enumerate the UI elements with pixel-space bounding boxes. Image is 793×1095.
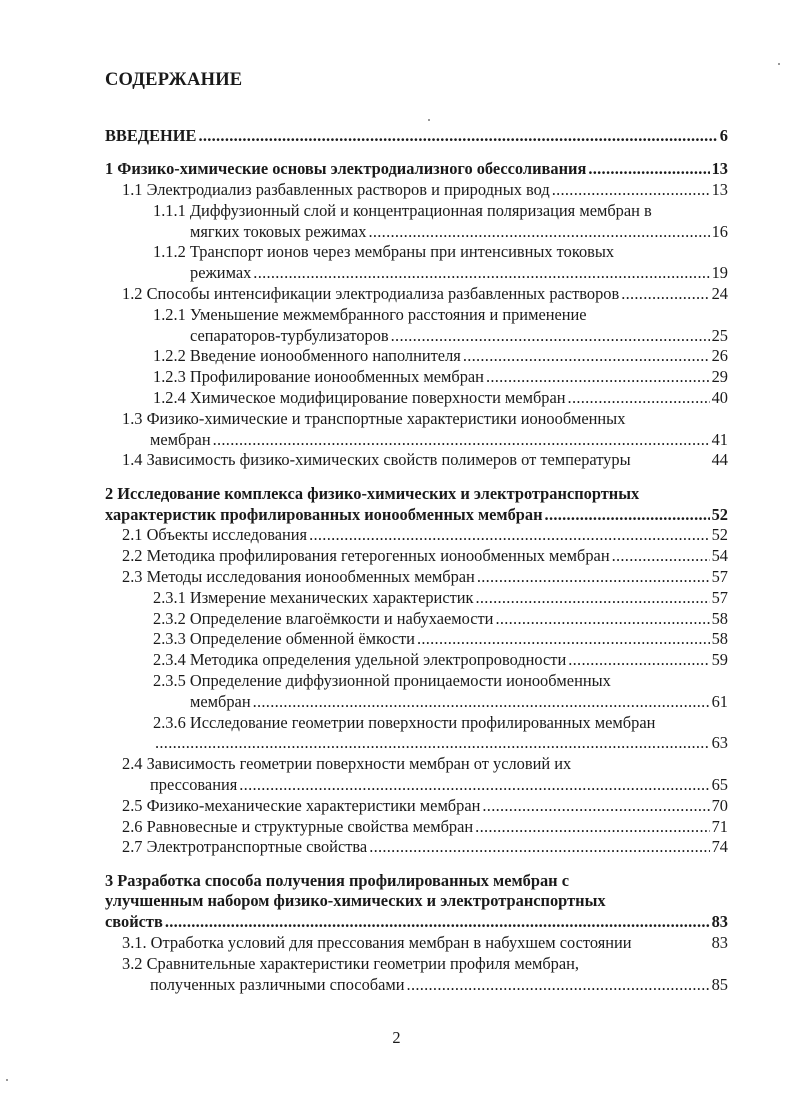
toc-entry-intro[interactable] bbox=[105, 126, 728, 147]
toc-entry-text: 1 Физико-химические основы электродиализного обессоливания bbox=[105, 159, 587, 179]
toc-entry-2-3-1[interactable] bbox=[105, 588, 728, 609]
page-title: СОДЕРЖАНИЕ bbox=[105, 70, 243, 90]
toc-entry-text: 2.3.2 Определение влагоёмкости и набухаемости bbox=[153, 608, 494, 628]
toc-entry-text: 2.3 Методы исследования ионообменных мембран bbox=[122, 566, 475, 586]
toc-entry-text: ВВЕДЕНИЕ bbox=[105, 126, 197, 145]
toc-entry-text: 2.3.1 Измерение механических характеристик bbox=[153, 587, 474, 607]
toc-entry-1-1[interactable] bbox=[105, 180, 728, 201]
toc-entry-2-3-4[interactable] bbox=[105, 650, 728, 671]
dot-leader bbox=[165, 912, 710, 933]
toc-entry-text: 2.3.5 Определение диффузионной проницаемости ионообменных bbox=[153, 670, 611, 690]
toc-page-number: 57 bbox=[711, 566, 728, 586]
toc-page-number: 71 bbox=[711, 816, 728, 836]
toc-entry-text: 1.2.1 Уменьшение межмембранного расстояния и применение bbox=[153, 304, 587, 324]
toc-entry-1-2-1[interactable] bbox=[105, 305, 728, 326]
dot-leader bbox=[239, 775, 709, 796]
dot-leader bbox=[155, 733, 710, 754]
toc-page-number: 70 bbox=[711, 795, 728, 815]
toc-page-number: 44 bbox=[711, 450, 728, 470]
toc-entry-text: 2.1 Объекты исследования bbox=[122, 525, 308, 545]
toc-entry-text: 1.2.2 Введение ионообменного наполнителя bbox=[153, 346, 461, 366]
toc-entry-1-1-1-cont[interactable] bbox=[105, 222, 728, 243]
toc-entry-chapter-3[interactable] bbox=[105, 871, 728, 892]
toc-entry-text: 1.2.4 Химическое модифицирование поверхности мембран bbox=[153, 388, 566, 408]
toc-entry-2-3[interactable] bbox=[105, 567, 728, 588]
dot-leader bbox=[407, 975, 710, 996]
toc-page-number: 40 bbox=[711, 388, 728, 408]
dot-leader bbox=[495, 609, 709, 630]
page-number: 2 bbox=[392, 1028, 401, 1047]
dot-leader bbox=[368, 222, 709, 243]
toc-page-number: 16 bbox=[711, 221, 728, 241]
toc-page-number: 57 bbox=[711, 587, 728, 607]
dot-leader bbox=[391, 326, 710, 347]
dot-leader bbox=[486, 367, 710, 388]
toc-page-number: 59 bbox=[711, 650, 728, 670]
toc-entry-2-6[interactable] bbox=[105, 817, 728, 838]
toc-entry-2-3-5[interactable] bbox=[105, 671, 728, 692]
toc-entry-text: свойств bbox=[105, 912, 163, 932]
toc-entry-2-4[interactable] bbox=[105, 754, 728, 775]
toc-page-number: 41 bbox=[711, 429, 728, 449]
toc-entry-text: 2.6 Равновесные и структурные свойства мембран bbox=[122, 816, 474, 836]
dot-leader bbox=[545, 505, 710, 526]
toc-entry-chapter-3-cont[interactable] bbox=[105, 891, 728, 912]
toc-page-number: 61 bbox=[711, 691, 728, 711]
toc-entry-1-2-4[interactable] bbox=[105, 388, 728, 409]
toc-entry-text: 2.7 Электротранспортные свойства bbox=[122, 837, 368, 857]
toc-entry-3-2-cont[interactable] bbox=[105, 975, 728, 996]
toc-entry-text: 3.1. Отработка условий для прессования мембран в набухшем состоянии bbox=[122, 932, 632, 952]
scan-speck bbox=[6, 1079, 8, 1081]
dot-leader bbox=[198, 126, 717, 147]
toc-entry-1-2-3[interactable] bbox=[105, 367, 728, 388]
toc-entry-text: 3.2 Сравнительные характеристики геометрии профиля мембран, bbox=[122, 953, 580, 973]
dot-leader bbox=[568, 388, 710, 409]
toc-entry-text: 2.4 Зависимость геометрии поверхности мембран от условий их bbox=[122, 754, 572, 774]
toc-entry-2-1[interactable] bbox=[105, 525, 728, 546]
toc-entry-text: 2.3.6 Исследование геометрии поверхности профилированных мембран bbox=[153, 712, 656, 732]
toc-entry-3-2[interactable] bbox=[105, 954, 728, 975]
toc-page-number: 19 bbox=[711, 263, 728, 283]
dot-leader bbox=[463, 346, 710, 367]
toc-entry-text: мембран bbox=[190, 691, 251, 711]
toc-entry-2-3-6-cont[interactable] bbox=[105, 733, 728, 754]
toc-entry-text: 2.2 Методика профилирования гетерогенных ионообменных мембран bbox=[122, 546, 610, 566]
toc-page-number: 58 bbox=[711, 608, 728, 628]
toc-entry-1-3[interactable] bbox=[105, 409, 728, 430]
toc-entry-2-3-3[interactable] bbox=[105, 629, 728, 650]
scan-speck bbox=[428, 119, 430, 121]
toc-entry-chapter-2-cont[interactable] bbox=[105, 505, 728, 526]
toc-entry-2-2[interactable] bbox=[105, 546, 728, 567]
toc-entry-chapter-3-cont2[interactable] bbox=[105, 912, 728, 933]
toc-entry-2-3-5-cont[interactable] bbox=[105, 692, 728, 713]
toc-page-number: 13 bbox=[711, 180, 728, 200]
toc-page-number: 83 bbox=[711, 912, 728, 932]
toc-entry-1-1-1[interactable] bbox=[105, 201, 728, 222]
toc-entry-text: характеристик профилированных ионообменных мембран bbox=[105, 504, 543, 524]
toc-page-number: 13 bbox=[711, 159, 728, 179]
toc-entry-text: режимах bbox=[190, 263, 252, 283]
dot-leader bbox=[588, 159, 709, 180]
toc-entry-text: 2 Исследование комплекса физико-химических и электротранспортных bbox=[105, 483, 640, 503]
toc-entry-1-2[interactable] bbox=[105, 284, 728, 305]
dot-leader bbox=[612, 546, 710, 567]
toc-entry-text: улучшенным набором физико-химических и электротранспортных bbox=[105, 891, 606, 911]
toc-entry-text: 1.2.3 Профилирование ионообменных мембран bbox=[153, 367, 484, 387]
toc-entry-1-1-2-cont[interactable] bbox=[105, 263, 728, 284]
toc-entry-chapter-2[interactable] bbox=[105, 484, 728, 505]
toc-entry-text: сепараторов-турбулизаторов bbox=[190, 325, 389, 345]
toc-entry-text: 3 Разработка способа получения профилированных мембран с bbox=[105, 870, 569, 890]
toc-entry-text: 2.3.3 Определение обменной ёмкости bbox=[153, 629, 415, 649]
toc-entry-text: 2.3.4 Методика определения удельной электропроводности bbox=[153, 650, 567, 670]
dot-leader bbox=[477, 567, 710, 588]
toc-entry-text: 1.3 Физико-химические и транспортные характеристики ионообменных bbox=[122, 408, 626, 428]
toc-entry-text: мягких токовых режимах bbox=[190, 221, 367, 241]
toc-entry-1-4[interactable] bbox=[105, 450, 728, 471]
toc-entry-text: 1.2 Способы интенсификации электродиализа разбавленных растворов bbox=[122, 284, 620, 304]
toc-entry-text: 1.1 Электродиализ разбавленных растворов и природных вод bbox=[122, 180, 550, 200]
toc-page-number: 29 bbox=[711, 367, 728, 387]
dot-leader bbox=[253, 263, 709, 284]
dot-leader bbox=[476, 588, 710, 609]
toc-entry-3-1[interactable] bbox=[105, 933, 728, 954]
toc-page-number: 25 bbox=[711, 325, 728, 345]
toc-page-number: 63 bbox=[711, 733, 728, 753]
toc-page-number: 54 bbox=[711, 546, 728, 566]
toc-page-number: 52 bbox=[711, 504, 728, 524]
toc-page-number: 6 bbox=[719, 126, 728, 145]
dot-leader bbox=[482, 796, 709, 817]
toc-entry-2-4-cont[interactable] bbox=[105, 775, 728, 796]
dot-leader bbox=[417, 629, 710, 650]
toc-entry-text: 2.5 Физико-механические характеристики мембран bbox=[122, 795, 481, 815]
toc-entry-text: 1.4 Зависимость физико-химических свойств полимеров от температуры bbox=[122, 450, 631, 470]
dot-leader bbox=[621, 284, 709, 305]
toc-page-number: 58 bbox=[711, 629, 728, 649]
toc-page-number: 83 bbox=[711, 932, 728, 952]
toc-page-number: 74 bbox=[711, 837, 728, 857]
toc-entry-text: 1.1.1 Диффузионный слой и концентрационная поляризация мембран в bbox=[153, 200, 652, 220]
toc-entry-chapter-1[interactable] bbox=[105, 159, 728, 180]
toc-entry-1-2-1-cont[interactable] bbox=[105, 326, 728, 347]
toc-page-number: 85 bbox=[711, 974, 728, 994]
scan-speck bbox=[778, 63, 780, 65]
dot-leader bbox=[309, 525, 710, 546]
dot-leader bbox=[369, 837, 709, 858]
toc-entry-2-5[interactable] bbox=[105, 796, 728, 817]
toc-entry-text: полученных различными способами bbox=[150, 974, 405, 994]
toc-entry-2-7[interactable] bbox=[105, 837, 728, 858]
toc-page-number: 24 bbox=[711, 284, 728, 304]
dot-leader bbox=[552, 180, 710, 201]
dot-leader bbox=[475, 817, 709, 838]
toc-page-number: 65 bbox=[711, 774, 728, 794]
table-of-contents bbox=[105, 126, 728, 995]
dot-leader bbox=[568, 650, 709, 671]
toc-entry-2-3-6[interactable] bbox=[105, 713, 728, 734]
toc-entry-1-1-2[interactable] bbox=[105, 242, 728, 263]
toc-page-number: 26 bbox=[711, 346, 728, 366]
dot-leader bbox=[253, 692, 710, 713]
toc-entry-1-3-cont[interactable] bbox=[105, 430, 728, 451]
toc-page-number: 52 bbox=[711, 525, 728, 545]
toc-entry-text: мембран bbox=[150, 429, 211, 449]
toc-entry-text: прессования bbox=[150, 774, 238, 794]
toc-entry-1-2-2[interactable] bbox=[105, 346, 728, 367]
dot-leader bbox=[213, 430, 710, 451]
toc-entry-text: 1.1.2 Транспорт ионов через мембраны при интенсивных токовых bbox=[153, 242, 615, 262]
toc-entry-2-3-2[interactable] bbox=[105, 609, 728, 630]
